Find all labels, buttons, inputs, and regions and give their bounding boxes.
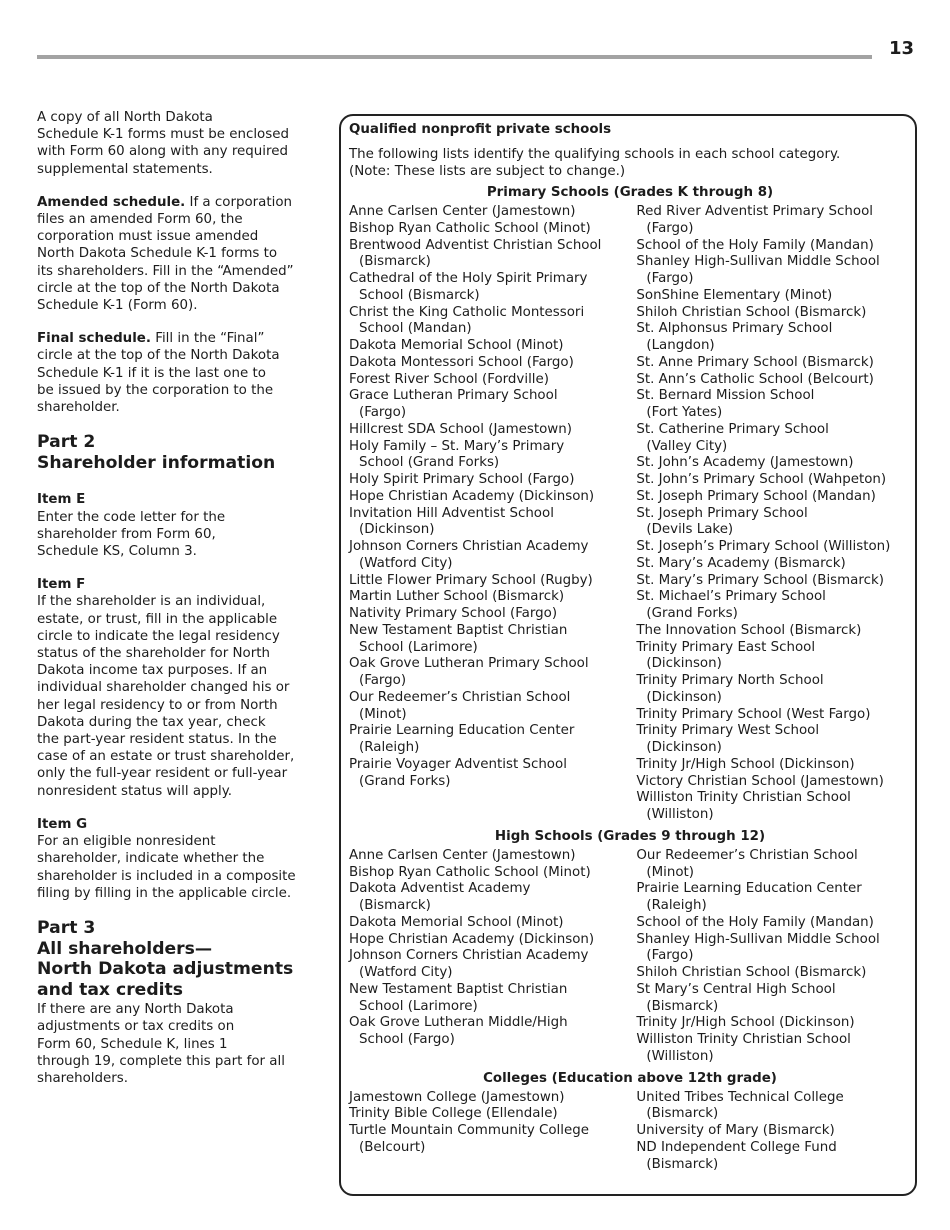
- school-entry: Shanley High-Sullivan Middle School (Fargo): [636, 931, 880, 964]
- school-entry: St. Joseph’s Primary School (Williston): [636, 539, 891, 555]
- school-entry: St Mary’s Central High School (Bismarck): [636, 981, 836, 1014]
- school-entry: Trinity Primary East School (Dickinson): [636, 639, 816, 672]
- final-heading: Final schedule.: [37, 331, 151, 347]
- header-rule: [37, 55, 872, 59]
- school-entry: Bishop Ryan Catholic School (Minot): [349, 220, 591, 236]
- school-entry: New Testament Baptist Christian School (Larimore): [349, 622, 568, 655]
- school-entry: Cathedral of the Holy Spirit Primary School (Bismarck): [349, 271, 588, 303]
- school-entry: The Innovation School (Bismarck): [636, 622, 862, 638]
- high-col1: [349, 848, 636, 1066]
- school-entry: St. Mary’s Academy (Bismarck): [636, 555, 846, 571]
- school-entry: St. Mary’s Primary School (Bismarck): [636, 572, 884, 588]
- school-entry: Trinity Jr/High School (Dickinson): [636, 756, 855, 772]
- box-intro: The following lists identify the qualifying schools in each school category. (Note: These lists are subject to change.): [349, 147, 841, 179]
- primary-col2: [636, 204, 911, 824]
- intro-paragraph: A copy of all North Dakota Schedule K-1 forms must be enclosed with Form 60 along with any required supplemental statements.: [37, 110, 289, 177]
- part2-heading: Part 2 Shareholder information: [37, 432, 276, 473]
- school-entry: St. Joseph Primary School (Mandan): [636, 488, 876, 504]
- amended-paragraph: [37, 194, 312, 314]
- colleges-heading: Colleges (Education above 12th grade): [483, 1070, 777, 1086]
- school-entry: St. Michael’s Primary School (Grand Forks): [636, 589, 826, 622]
- school-entry: Shiloh Christian School (Bismarck): [636, 965, 867, 981]
- colleges-list: [349, 1090, 911, 1174]
- school-entry: School of the Holy Family (Mandan): [636, 237, 874, 253]
- school-entry: United Tribes Technical College (Bismarck): [636, 1089, 844, 1122]
- school-entry: Red River Adventist Primary School (Fargo): [636, 204, 874, 236]
- school-entry: Hope Christian Academy (Dickinson): [349, 488, 595, 504]
- final-paragraph: [37, 330, 312, 416]
- school-entry: St. Anne Primary School (Bismarck): [636, 354, 874, 370]
- school-entry: Victory Christian School (Jamestown): [636, 773, 884, 789]
- school-entry: Prairie Learning Education Center (Raleigh): [349, 723, 575, 756]
- school-entry: Johnson Corners Christian Academy (Watford City): [349, 948, 589, 981]
- school-entry: Dakota Memorial School (Minot): [349, 338, 564, 354]
- school-entry: Anne Carlsen Center (Jamestown): [349, 847, 576, 863]
- school-entry: Hope Christian Academy (Dickinson): [349, 931, 595, 947]
- primary-list: [349, 204, 911, 824]
- schools-box: [339, 114, 917, 1196]
- school-entry: St. Bernard Mission School (Fort Yates): [636, 388, 815, 421]
- item-g-heading: Item G: [37, 816, 88, 832]
- school-entry: Trinity Bible College (Ellendale): [349, 1106, 558, 1122]
- school-entry: Trinity Primary West School (Dickinson): [636, 723, 820, 756]
- school-entry: Shanley High-Sullivan Middle School (Fargo): [636, 254, 880, 287]
- part3-heading: Part 3 All shareholders— North Dakota adjustments and tax credits: [37, 917, 294, 1000]
- school-entry: ND Independent College Fund (Bismarck): [636, 1139, 837, 1172]
- school-entry: Forest River School (Fordville): [349, 371, 549, 387]
- school-entry: Brentwood Adventist Christian School (Bismarck): [349, 237, 602, 270]
- left-column: [37, 109, 312, 1103]
- school-entry: Christ the King Catholic Montessori School (Mandan): [349, 304, 585, 337]
- amended-text: If a corporation files an amended Form 60, the corporation must issue amended North Dakota Schedule K-1 forms to its shareholders. Fill in the “Amended” circle at the top of the North Dakota Schedule K-1 (Form 60).: [37, 194, 294, 314]
- school-entry: St. Joseph Primary School (Devils Lake): [636, 505, 808, 538]
- part3-text: If there are any North Dakota adjustments or tax credits on Form 60, Schedule K, lines 1 through 19, complete this part for all shareholders.: [37, 1002, 285, 1087]
- school-entry: Prairie Voyager Adventist School (Grand Forks): [349, 756, 567, 789]
- item-f-heading: Item F: [37, 577, 86, 593]
- school-entry: Holy Spirit Primary School (Fargo): [349, 472, 575, 488]
- school-entry: Anne Carlsen Center (Jamestown): [349, 204, 576, 220]
- school-entry: Our Redeemer’s Christian School (Minot): [636, 847, 858, 880]
- school-entry: Martin Luther School (Bismarck): [349, 589, 565, 605]
- school-entry: School of the Holy Family (Mandan): [636, 914, 874, 930]
- primary-col1: [349, 204, 636, 824]
- school-entry: Holy Family – St. Mary’s Primary School (Grand Forks): [349, 438, 565, 471]
- school-entry: Nativity Primary School (Fargo): [349, 606, 558, 622]
- primary-heading: Primary Schools (Grades K through 8): [486, 185, 774, 201]
- school-entry: New Testament Baptist Christian School (Larimore): [349, 981, 568, 1014]
- school-entry: Invitation Hill Adventist School (Dickinson): [349, 505, 554, 538]
- school-entry: St. Alphonsus Primary School (Langdon): [636, 321, 833, 354]
- school-entry: Bishop Ryan Catholic School (Minot): [349, 864, 591, 880]
- school-entry: St. Ann’s Catholic School (Belcourt): [636, 371, 874, 387]
- colleges-col2: [636, 1090, 911, 1174]
- school-entry: Johnson Corners Christian Academy (Watford City): [349, 539, 589, 571]
- high-heading: High Schools (Grades 9 through 12): [494, 828, 766, 844]
- school-entry: Williston Trinity Christian School (Williston): [636, 790, 851, 823]
- amended-heading: Amended schedule.: [37, 194, 186, 210]
- school-entry: St. John’s Primary School (Wahpeton): [636, 472, 887, 488]
- school-entry: Our Redeemer’s Christian School (Minot): [349, 689, 571, 722]
- school-entry: Trinity Primary North School (Dickinson): [636, 673, 824, 705]
- page-number: 13: [889, 38, 915, 59]
- school-entry: Turtle Mountain Community College (Belcourt): [349, 1123, 589, 1155]
- school-entry: St. Catherine Primary School (Valley City): [636, 421, 829, 454]
- school-entry: Dakota Adventist Academy (Bismarck): [349, 881, 531, 914]
- school-entry: Prairie Learning Education Center (Raleigh): [636, 881, 862, 914]
- school-entry: Hillcrest SDA School (Jamestown): [349, 421, 572, 437]
- school-entry: Williston Trinity Christian School (Williston): [636, 1032, 851, 1064]
- item-e-text: Enter the code letter for the shareholder from Form 60, Schedule KS, Column 3.: [37, 509, 226, 560]
- school-entry: Grace Lutheran Primary School (Fargo): [349, 388, 558, 421]
- item-g-text: For an eligible nonresident shareholder, indicate whether the shareholder is included in a composite filing by filling in the applicable circle.: [37, 834, 296, 901]
- colleges-col1: [349, 1090, 636, 1174]
- school-entry: Trinity Primary School (West Fargo): [636, 706, 871, 722]
- box-title: Qualified nonprofit private schools: [349, 122, 612, 137]
- school-entry: Shiloh Christian School (Bismarck): [636, 304, 867, 320]
- school-entry: St. John’s Academy (Jamestown): [636, 455, 854, 471]
- high-list: [349, 848, 911, 1066]
- item-e-heading: Item E: [37, 492, 86, 508]
- final-text: Fill in the “Final” circle at the top of the North Dakota Schedule K-1 if it is the last one to be issued by the corporation to the shareholder.: [37, 331, 280, 416]
- high-col2: [636, 848, 911, 1066]
- school-entry: Oak Grove Lutheran Primary School (Fargo): [349, 656, 589, 689]
- school-entry: Dakota Montessori School (Fargo): [349, 354, 574, 370]
- school-entry: Dakota Memorial School (Minot): [349, 914, 564, 930]
- school-entry: Oak Grove Lutheran Middle/High School (Fargo): [349, 1015, 568, 1048]
- school-entry: SonShine Elementary (Minot): [636, 287, 833, 303]
- school-entry: University of Mary (Bismarck): [636, 1123, 835, 1139]
- item-f-text: If the shareholder is an individual, estate, or trust, fill in the applicable circle to indicate the legal residency status of the shareholder for North Dakota income tax purposes. If an individual shareholder changed his or her legal residency to or from North Dakota during the tax year, check the part-year resident status. In the case of an estate or trust shareholder, only the full-year resident or full-year nonresident status will apply.: [37, 594, 295, 799]
- school-entry: Trinity Jr/High School (Dickinson): [636, 1015, 855, 1031]
- school-entry: Jamestown College (Jamestown): [349, 1089, 565, 1105]
- school-entry: Little Flower Primary School (Rugby): [349, 572, 593, 588]
